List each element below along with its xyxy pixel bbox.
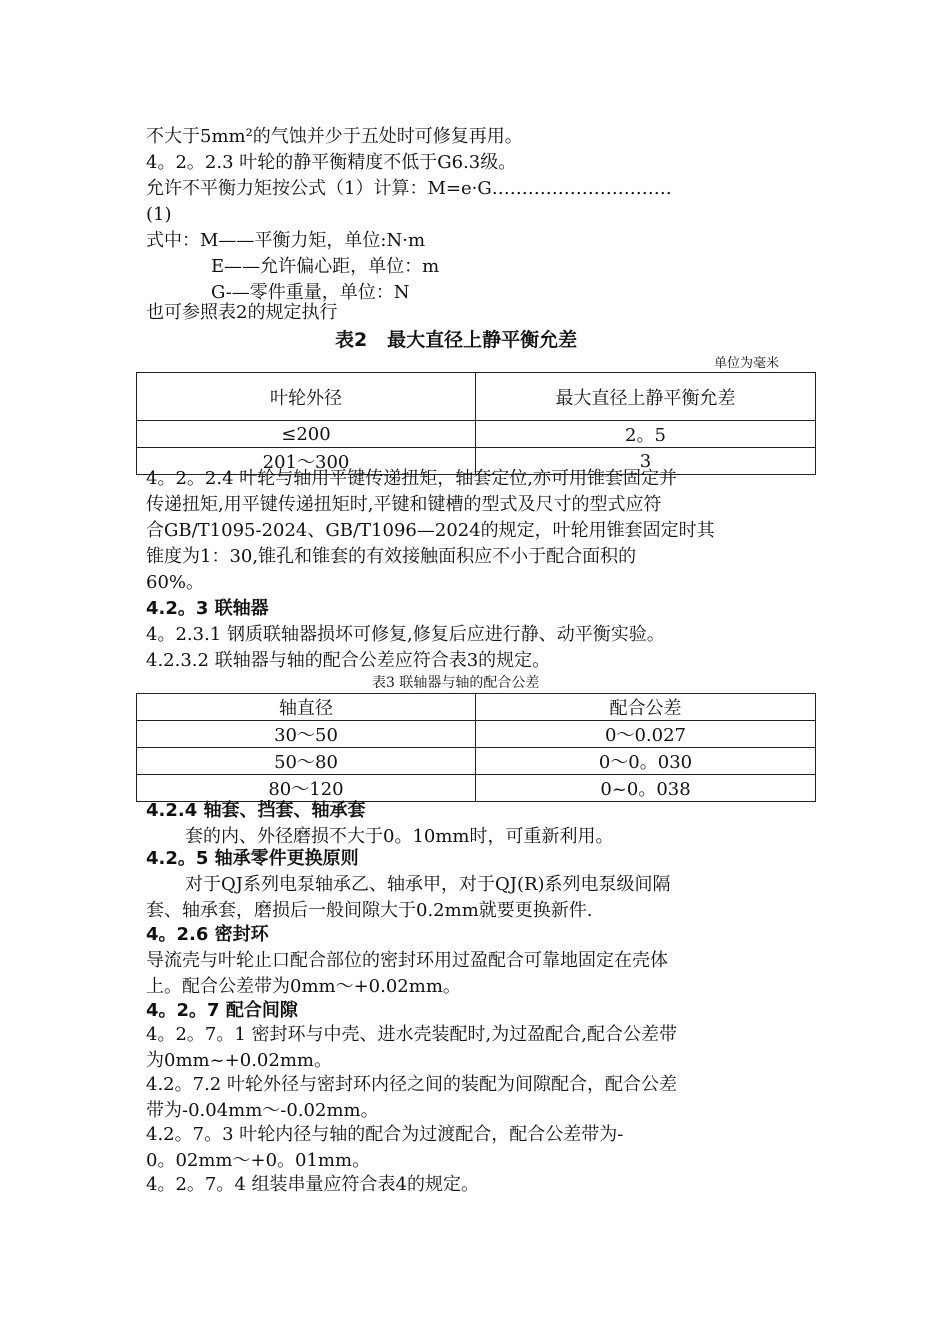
- text-line: E——允许偏心距，单位：m: [211, 256, 440, 277]
- section-heading: 4。2。7 配合间隙: [146, 1000, 298, 1021]
- text-line: 导流壳与叶轮止口配合部位的密封环用过盈配合可靠地固定在壳体: [146, 950, 668, 971]
- text-line: 不大于5mm²的气蚀并少于五处时可修复再用。: [146, 126, 523, 147]
- text-line: 上。配合公差带为0mm～+0.02mm。: [146, 976, 461, 997]
- text-line: G-—零件重量，单位：N: [211, 282, 410, 303]
- table-cell: 3: [476, 448, 816, 475]
- text-line: 套、轴承套，磨损后一般间隙大于0.2mm就要更换新件.: [146, 900, 593, 921]
- text-line: 套的内、外径磨损不大于0。10mm时，可重新利用。: [185, 826, 614, 847]
- text-line: 对于QJ系列电泵轴承乙、轴承甲，对于QJ(R)系列电泵级间隔: [185, 874, 671, 895]
- text-line: 4。2。2.3 叶轮的静平衡精度不低于G6.3级。: [146, 152, 517, 173]
- table-header-cell: 轴直径: [137, 694, 476, 721]
- text-line: 60%。: [146, 572, 205, 593]
- table-cell: 80～120: [137, 775, 476, 802]
- text-line: 4。2。7。1 密封环与中壳、进水壳装配时,为过盈配合,配合公差带: [146, 1024, 677, 1045]
- text-line: 也可参照表2的规定执行: [146, 302, 338, 323]
- table-row: [137, 721, 816, 748]
- table-header-cell: 叶轮外径: [137, 373, 476, 421]
- formula-number: (1): [146, 204, 172, 225]
- table-header-row: [137, 373, 816, 421]
- text-line: 合GB/T1095-2024、GB/T1096—2024的规定，叶轮用锥套固定时其: [146, 520, 715, 541]
- section-heading: 4.2。3 联轴器: [146, 598, 269, 619]
- text-line: 4。2.3.1 钢质联轴器损坏可修复,修复后应进行静、动平衡实验。: [146, 624, 665, 645]
- table-cell: 30～50: [137, 721, 476, 748]
- table2: [136, 372, 816, 475]
- section-heading: 4。2.6 密封环: [146, 924, 269, 945]
- table2-unit: 单位为毫米: [714, 356, 780, 371]
- table-header-row: [137, 694, 816, 721]
- section-heading: 4.2。5 轴承零件更换原则: [146, 848, 359, 869]
- table3-title: 表3 联轴器与轴的配合公差: [372, 675, 540, 691]
- table-cell: 0～0。030: [476, 748, 816, 775]
- text-line: 4.2。7。3 叶轮内径与轴的配合为过渡配合，配合公差带为-: [146, 1124, 624, 1145]
- text-line: 传递扭矩,用平键传递扭矩时,平键和键槽的型式及尺寸的型式应符: [146, 494, 662, 515]
- table-cell: 0~0。038: [476, 775, 816, 802]
- text-line: 式中：M——平衡力矩，单位:N·m: [146, 230, 426, 251]
- table-cell: 201～300: [137, 448, 476, 475]
- table-cell: ≤200: [137, 421, 476, 448]
- text-line: 带为-0.04mm～-0.02mm。: [146, 1100, 379, 1121]
- text-line: 0。02mm～+0。01mm。: [146, 1150, 371, 1171]
- section-heading: 4.2.4 轴套、挡套、轴承套: [146, 800, 366, 821]
- table-cell: 0～0.027: [476, 721, 816, 748]
- table-cell: 2。5: [476, 421, 816, 448]
- text-line: 4。2。7。4 组装串量应符合表4的规定。: [146, 1174, 479, 1195]
- text-line: 4。2。2.4 叶轮与轴用平键传递扭矩，轴套定位,亦可用锥套固定并: [146, 468, 677, 489]
- formula-line: 允许不平衡力矩按公式（1）计算：M=e·G…………………………: [146, 178, 672, 199]
- table3: [136, 693, 816, 802]
- table-header-cell: 最大直径上静平衡允差: [476, 373, 816, 421]
- text-line: 4.2.3.2 联轴器与轴的配合公差应符合表3的规定。: [146, 650, 551, 671]
- text-line: 4.2。7.2 叶轮外径与密封环内径之间的装配为间隙配合，配合公差: [146, 1074, 677, 1095]
- table-header-cell: 配合公差: [476, 694, 816, 721]
- table2-title: 表2 最大直径上静平衡允差: [335, 329, 578, 351]
- table-row: [137, 748, 816, 775]
- table-row: [137, 421, 816, 448]
- text-line: 锥度为1：30,锥孔和锥套的有效接触面积应不小于配合面积的: [146, 546, 637, 567]
- table-cell: 50～80: [137, 748, 476, 775]
- text-line: 为0mm~+0.02mm。: [146, 1050, 332, 1071]
